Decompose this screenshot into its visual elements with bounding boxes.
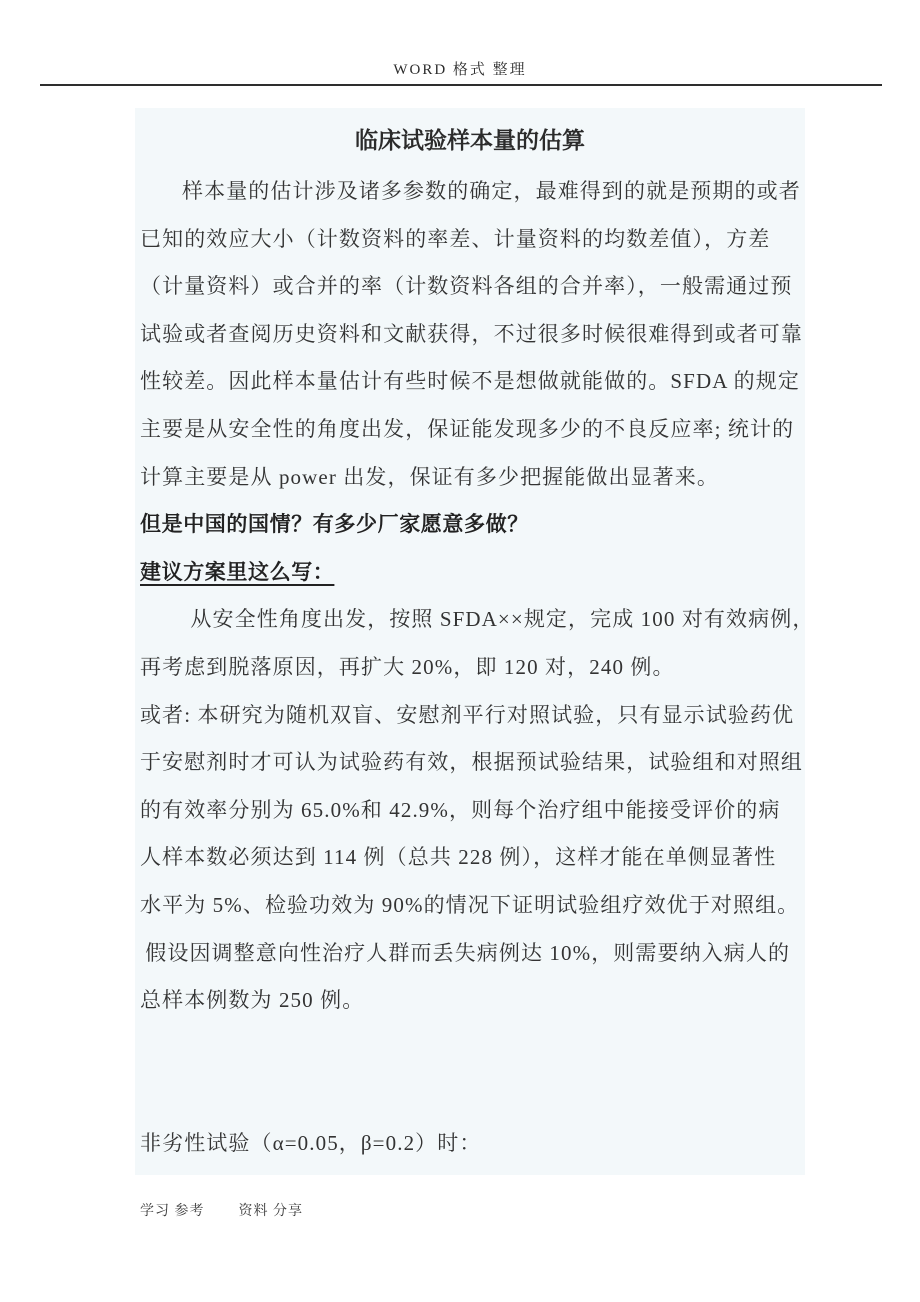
text-line: 试验或者查阅历史资料和文献获得，不过很多时候很难得到或者可靠 bbox=[140, 321, 803, 346]
text-line: 已知的效应大小（计数资料的率差、计量资料的均数差值），方差 bbox=[140, 226, 771, 251]
footer-left-text: 学习 参考 bbox=[140, 1204, 205, 1219]
text-line: 人样本数必须达到 114 例（总共 228 例），这样才能在单侧显著性 bbox=[140, 845, 777, 870]
text-line: 计算主要是从 power 出发，保证有多少把握能做出显著来。 bbox=[140, 464, 719, 489]
header-divider bbox=[40, 84, 882, 86]
text-line: 的有效率分别为 65.0%和 42.9%，则每个治疗组中能接受评价的病 bbox=[140, 797, 781, 822]
text-line: 建议方案里这么写： bbox=[140, 560, 335, 584]
text-line: 于安慰剂时才可认为试验药有效，根据预试验结果，试验组和对照组 bbox=[140, 750, 803, 775]
text-line: 非劣性试验（α=0.05，β=0.2）时： bbox=[140, 1130, 482, 1155]
blank-line bbox=[140, 1025, 800, 1073]
text-line: 总样本例数为 250 例。 bbox=[140, 988, 365, 1013]
text-line: 假设因调整意向性治疗人群而丢失病例达 10%，则需要纳入病人的 bbox=[145, 940, 791, 965]
text-line: 样本量的估计涉及诸多参数的确定，最难得到的就是预期的或者 bbox=[182, 179, 801, 203]
text-line: 性较差。因此样本量估计有些时候不是想做就能做的。SFDA 的规定 bbox=[140, 369, 800, 394]
text-line: 水平为 5%、检验功效为 90%的情况下证明试验组疗效优于对照组。 bbox=[140, 892, 800, 917]
document-body bbox=[135, 108, 815, 1175]
footer-right-text: 资料 分享 bbox=[238, 1204, 303, 1219]
footer bbox=[140, 1200, 303, 1220]
text-line: 再考虑到脱落原因，再扩大 20%，即 120 对，240 例。 bbox=[140, 654, 675, 679]
blank-line bbox=[140, 1072, 800, 1120]
document-title: 临床试验样本量的估算 bbox=[355, 127, 585, 153]
header-text: WORD 格式 整理 bbox=[393, 62, 527, 78]
text-line: （计量资料）或合并的率（计数资料各组的合并率），一般需通过预 bbox=[140, 274, 793, 299]
text-line: 但是中国的国情？有多少厂家愿意多做？ bbox=[140, 513, 529, 537]
document-lines bbox=[140, 168, 815, 1167]
text-line: 主要是从安全性的角度出发，保证能发现多少的不良反应率; 统计的 bbox=[140, 416, 795, 441]
text-line: 或者: 本研究为随机双盲、安慰剂平行对照试验，只有显示试验药优 bbox=[140, 702, 795, 727]
text-line: 从安全性角度出发，按照 SFDA××规定，完成 100 对有效病例， bbox=[190, 607, 815, 632]
